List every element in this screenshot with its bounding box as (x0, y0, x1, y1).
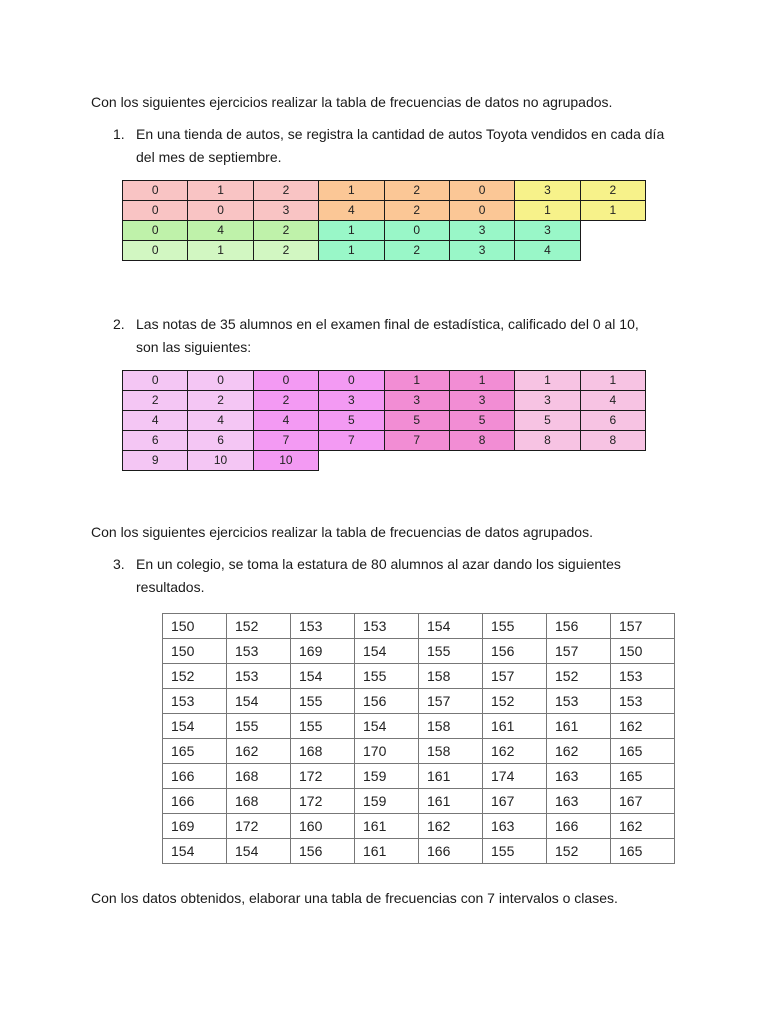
table-cell: 7 (319, 431, 384, 451)
table-row (163, 764, 675, 789)
table-cell: 1 (515, 201, 580, 221)
table-cell: 8 (515, 431, 580, 451)
table-row (123, 221, 646, 241)
table-cell: 0 (449, 201, 514, 221)
table-cell: 165 (611, 739, 675, 764)
exercise-3-line-2: resultados. (136, 579, 205, 595)
table-cell: 154 (227, 689, 291, 714)
table-cell: 5 (319, 411, 384, 431)
table-cell: 2 (384, 181, 449, 201)
exercise-2-number: 2. (113, 316, 125, 332)
table-row (163, 814, 675, 839)
table-cell: 3 (449, 221, 514, 241)
empty-cell (580, 451, 645, 471)
table-cell: 156 (483, 639, 547, 664)
table-cell: 0 (188, 201, 253, 221)
table-cell: 2 (384, 201, 449, 221)
table-cell: 6 (580, 411, 645, 431)
table-cell: 150 (611, 639, 675, 664)
table-cell: 155 (355, 664, 419, 689)
table-cell: 160 (291, 814, 355, 839)
table-cell: 0 (253, 371, 318, 391)
table-row (123, 391, 646, 411)
table-cell: 172 (227, 814, 291, 839)
table-cell: 167 (483, 789, 547, 814)
grades-table (122, 370, 646, 471)
table-cell: 1 (580, 371, 645, 391)
table-cell: 0 (123, 221, 188, 241)
table-cell: 154 (227, 839, 291, 864)
table-cell: 3 (515, 391, 580, 411)
table-cell: 161 (547, 714, 611, 739)
table-cell: 154 (163, 714, 227, 739)
table-row (123, 451, 646, 471)
table-cell: 0 (123, 201, 188, 221)
table-cell: 1 (319, 181, 384, 201)
table-row (163, 664, 675, 689)
table-cell: 2 (253, 241, 318, 261)
table-cell: 6 (188, 431, 253, 451)
table-cell: 2 (580, 181, 645, 201)
table-cell: 0 (384, 221, 449, 241)
table-cell: 155 (291, 714, 355, 739)
table-cell: 158 (419, 664, 483, 689)
table-cell: 2 (123, 391, 188, 411)
table-cell: 158 (419, 714, 483, 739)
table-cell: 9 (123, 451, 188, 471)
table-cell: 161 (483, 714, 547, 739)
table-cell: 166 (547, 814, 611, 839)
table-cell: 4 (515, 241, 580, 261)
table-cell: 165 (611, 764, 675, 789)
table-cell: 155 (483, 614, 547, 639)
table-cell: 152 (547, 664, 611, 689)
table-row (163, 839, 675, 864)
table-cell: 2 (253, 391, 318, 411)
table-cell: 10 (253, 451, 318, 471)
table-cell: 162 (611, 814, 675, 839)
table-cell: 0 (123, 181, 188, 201)
table-cell: 156 (291, 839, 355, 864)
table-cell: 155 (291, 689, 355, 714)
exercise-3-line-1: En un colegio, se toma la estatura de 80 alumnos al azar dando los siguientes (136, 556, 621, 572)
table-cell: 0 (449, 181, 514, 201)
table-cell: 152 (547, 839, 611, 864)
table-cell: 163 (547, 789, 611, 814)
table-cell: 161 (355, 839, 419, 864)
table-cell: 4 (319, 201, 384, 221)
table-cell: 1 (449, 371, 514, 391)
table-cell: 0 (123, 371, 188, 391)
table-cell: 165 (163, 739, 227, 764)
table-cell: 150 (163, 614, 227, 639)
table-cell: 162 (547, 739, 611, 764)
table-cell: 162 (419, 814, 483, 839)
table-cell: 157 (547, 639, 611, 664)
empty-cell (515, 451, 580, 471)
table-cell: 155 (419, 639, 483, 664)
table-cell: 4 (188, 411, 253, 431)
table-cell: 7 (384, 431, 449, 451)
table-cell: 0 (319, 371, 384, 391)
table-cell: 158 (419, 739, 483, 764)
table-cell: 166 (163, 764, 227, 789)
table-cell: 4 (253, 411, 318, 431)
table-cell: 3 (319, 391, 384, 411)
table-cell: 2 (253, 181, 318, 201)
table-cell: 161 (355, 814, 419, 839)
table-cell: 3 (515, 221, 580, 241)
table-row (163, 689, 675, 714)
table-cell: 156 (547, 614, 611, 639)
exercise-1-line-2: del mes de septiembre. (136, 149, 282, 165)
table-cell: 166 (419, 839, 483, 864)
table-cell: 8 (449, 431, 514, 451)
table-cell: 154 (163, 839, 227, 864)
table-row (163, 639, 675, 664)
table-cell: 174 (483, 764, 547, 789)
table-row (123, 181, 646, 201)
table-cell: 157 (419, 689, 483, 714)
table-row (123, 201, 646, 221)
table-cell: 5 (449, 411, 514, 431)
table-cell: 154 (355, 639, 419, 664)
table-cell: 167 (611, 789, 675, 814)
table-cell: 3 (449, 241, 514, 261)
table-cell: 3 (449, 391, 514, 411)
table-cell: 162 (611, 714, 675, 739)
table-cell: 150 (163, 639, 227, 664)
table-row (123, 241, 646, 261)
table-row (123, 371, 646, 391)
table-cell: 1 (384, 371, 449, 391)
intro-no-agrupados: Con los siguientes ejercicios realizar la tabla de frecuencias de datos no agrupados. (91, 94, 613, 110)
table-cell: 161 (419, 764, 483, 789)
table-cell: 161 (419, 789, 483, 814)
table-cell: 159 (355, 789, 419, 814)
table-cell: 5 (384, 411, 449, 431)
table-cell: 163 (547, 764, 611, 789)
table-cell: 1 (188, 241, 253, 261)
table-cell: 154 (355, 714, 419, 739)
toyota-sales-table (122, 180, 646, 261)
table-cell: 162 (227, 739, 291, 764)
table-cell: 4 (123, 411, 188, 431)
table-cell: 155 (227, 714, 291, 739)
exercise-1-line-1: En una tienda de autos, se registra la cantidad de autos Toyota vendidos en cada día (136, 126, 665, 142)
table-cell: 172 (291, 764, 355, 789)
table-cell: 154 (291, 664, 355, 689)
table-cell: 1 (319, 241, 384, 261)
empty-cell (384, 451, 449, 471)
table-cell: 6 (123, 431, 188, 451)
table-row (123, 411, 646, 431)
table-cell: 169 (291, 639, 355, 664)
table-cell: 2 (384, 241, 449, 261)
exercise-1-number: 1. (113, 126, 125, 142)
table-cell: 153 (611, 689, 675, 714)
table-cell: 153 (291, 614, 355, 639)
exercise-2-line-2: son las siguientes: (136, 339, 252, 355)
table-cell: 3 (515, 181, 580, 201)
table-cell: 152 (483, 689, 547, 714)
table-cell: 153 (163, 689, 227, 714)
table-cell: 152 (227, 614, 291, 639)
table-cell: 166 (163, 789, 227, 814)
table-cell: 1 (319, 221, 384, 241)
empty-cell (319, 451, 384, 471)
table-cell: 153 (547, 689, 611, 714)
intro-agrupados: Con los siguientes ejercicios realizar la tabla de frecuencias de datos agrupados. (91, 524, 593, 540)
empty-cell (449, 451, 514, 471)
empty-cell (580, 221, 645, 241)
table-cell: 159 (355, 764, 419, 789)
table-cell: 152 (163, 664, 227, 689)
table-cell: 155 (483, 839, 547, 864)
table-cell: 163 (483, 814, 547, 839)
table-cell: 169 (163, 814, 227, 839)
heights-table (162, 613, 675, 864)
table-cell: 1 (515, 371, 580, 391)
table-cell: 1 (188, 181, 253, 201)
table-cell: 157 (611, 614, 675, 639)
table-cell: 4 (188, 221, 253, 241)
table-row (163, 614, 675, 639)
table-cell: 2 (188, 391, 253, 411)
table-cell: 153 (227, 639, 291, 664)
table-cell: 1 (580, 201, 645, 221)
table-cell: 153 (227, 664, 291, 689)
table-cell: 4 (580, 391, 645, 411)
table-cell: 153 (355, 614, 419, 639)
table-cell: 0 (188, 371, 253, 391)
table-cell: 8 (580, 431, 645, 451)
table-row (123, 431, 646, 451)
table-cell: 0 (123, 241, 188, 261)
table-cell: 165 (611, 839, 675, 864)
table-cell: 168 (291, 739, 355, 764)
closing-instruction: Con los datos obtenidos, elaborar una tabla de frecuencias con 7 intervalos o clases. (91, 890, 618, 906)
table-row (163, 714, 675, 739)
exercise-3-number: 3. (113, 556, 125, 572)
table-cell: 170 (355, 739, 419, 764)
table-row (163, 789, 675, 814)
table-cell: 168 (227, 764, 291, 789)
table-cell: 7 (253, 431, 318, 451)
table-cell: 157 (483, 664, 547, 689)
table-cell: 10 (188, 451, 253, 471)
table-cell: 153 (611, 664, 675, 689)
table-cell: 172 (291, 789, 355, 814)
table-row (163, 739, 675, 764)
table-cell: 154 (419, 614, 483, 639)
table-cell: 156 (355, 689, 419, 714)
table-cell: 5 (515, 411, 580, 431)
table-cell: 3 (384, 391, 449, 411)
table-cell: 168 (227, 789, 291, 814)
table-cell: 3 (253, 201, 318, 221)
table-cell: 2 (253, 221, 318, 241)
empty-cell (580, 241, 645, 261)
exercise-2-line-1: Las notas de 35 alumnos en el examen final de estadística, calificado del 0 al 10, (136, 316, 639, 332)
table-cell: 162 (483, 739, 547, 764)
